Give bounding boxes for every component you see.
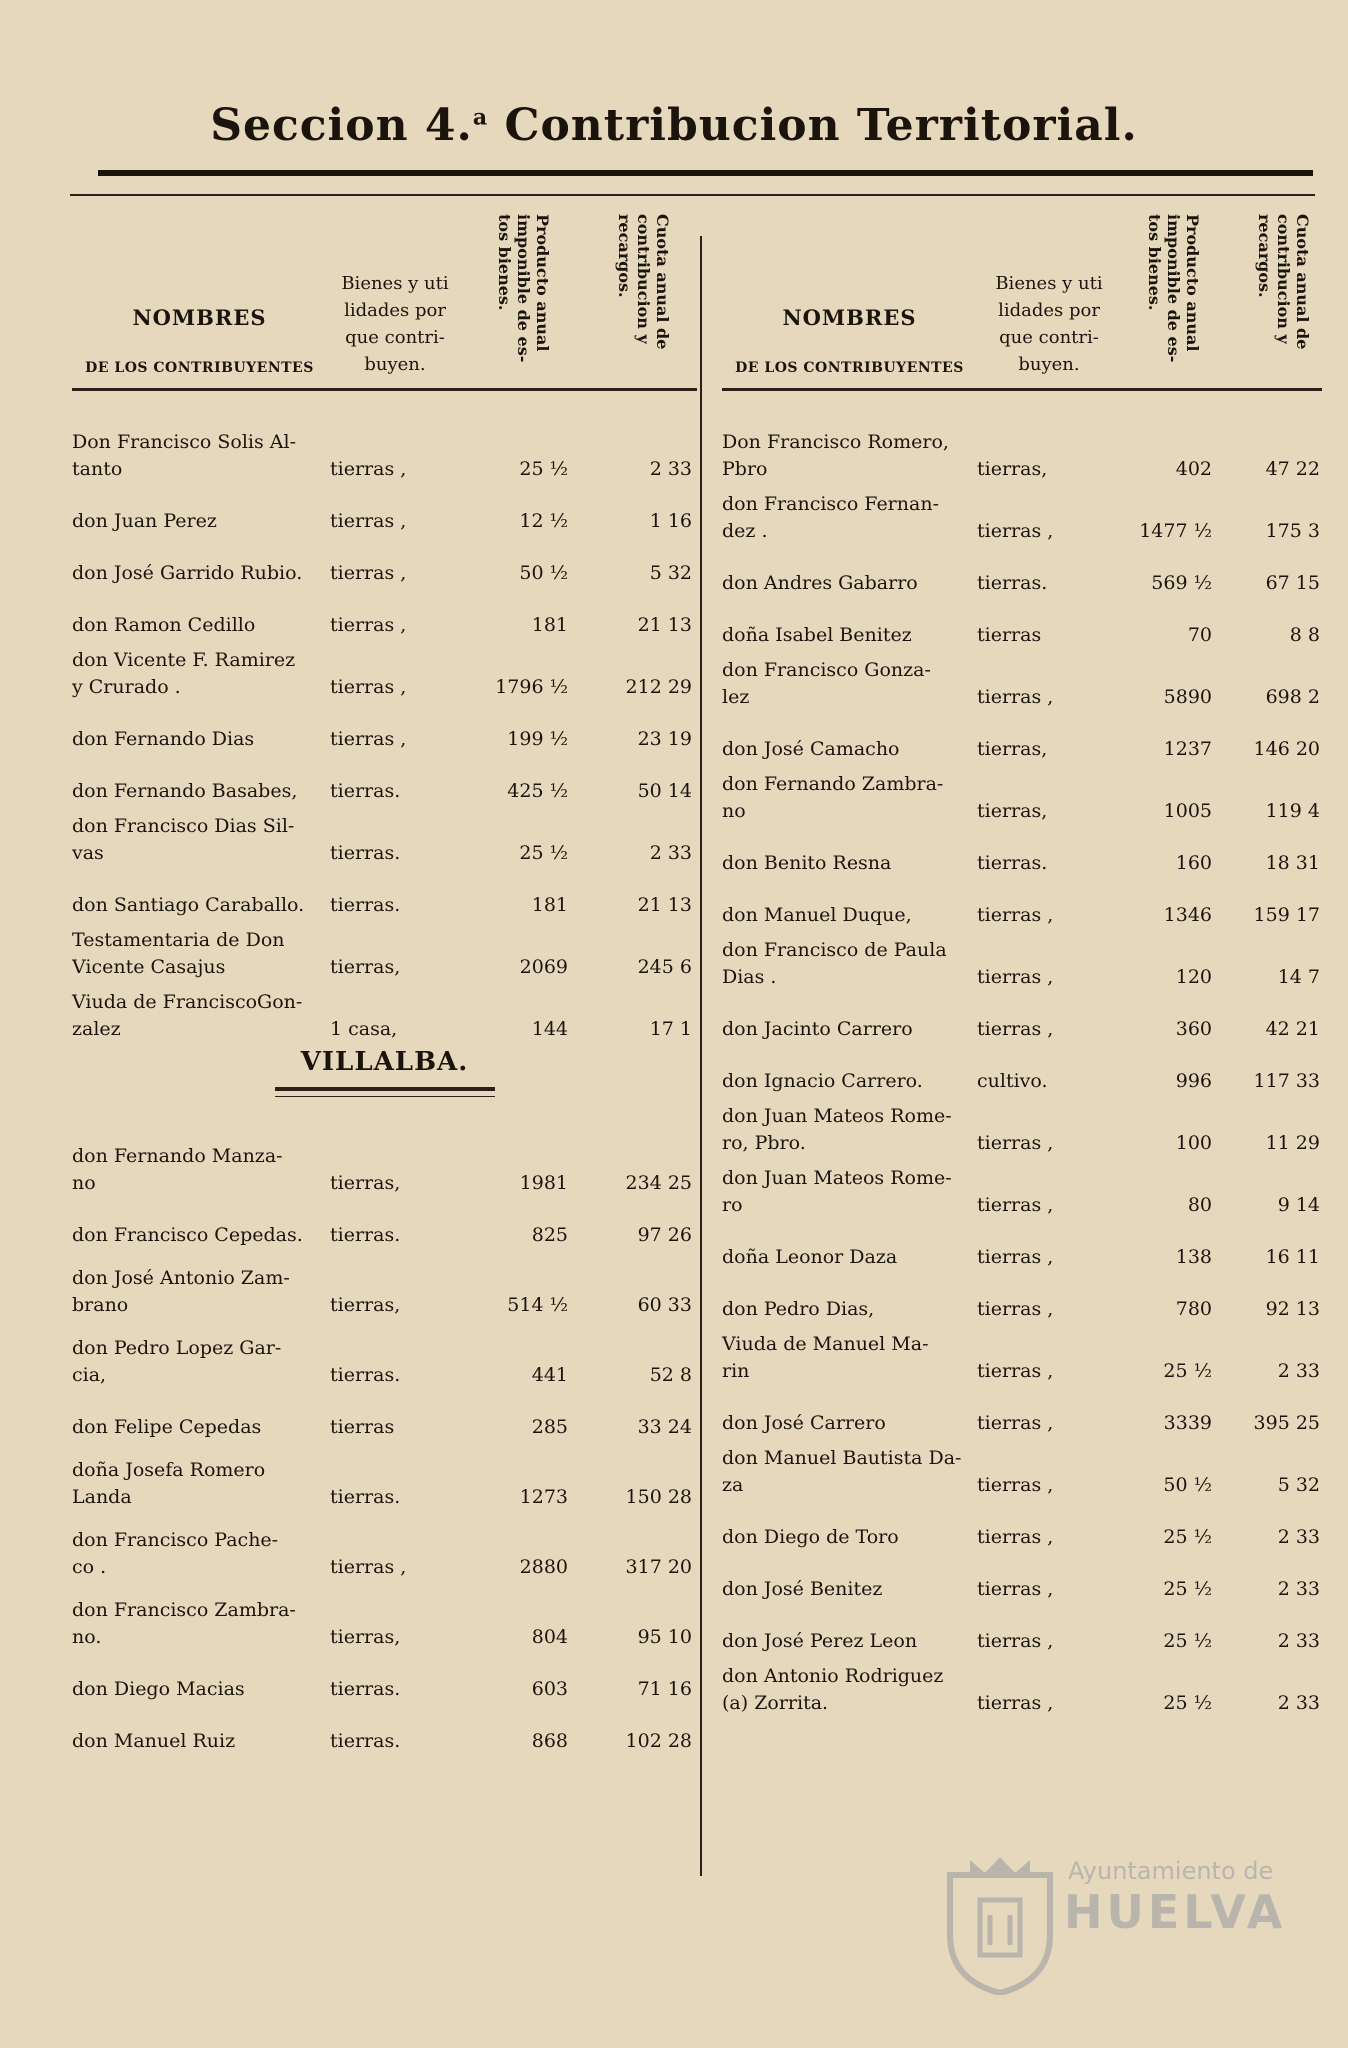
- bienes-cell: tierras,: [330, 1172, 401, 1194]
- cuota-cell: 8 8: [1289, 624, 1320, 646]
- table-row: [722, 649, 1322, 711]
- table-row: [72, 483, 697, 535]
- producto-cell: 25 ½: [519, 842, 568, 864]
- producto-cell: 25 ½: [1163, 1692, 1212, 1714]
- cuota-cell: 23 19: [637, 728, 692, 750]
- table-row: [72, 981, 697, 1043]
- header-names-title: NOMBRES: [782, 305, 917, 330]
- header-cuota: Cuota anual de contribucion y recargos.: [615, 214, 672, 350]
- table-row: [72, 1319, 697, 1389]
- producto-cell: 100: [1175, 1132, 1212, 1154]
- table-row: [722, 597, 1322, 649]
- cuota-cell: 16 11: [1265, 1246, 1320, 1268]
- table-row: [72, 587, 697, 639]
- title-text: Contribucion Territorial.: [504, 100, 1138, 151]
- contributor-name: don José Antonio Zam- brano: [72, 1267, 290, 1316]
- producto-cell: 2069: [519, 956, 568, 978]
- contributor-name: don Juan Perez: [72, 510, 217, 532]
- table-row: [722, 1385, 1322, 1437]
- bienes-cell: tierras ,: [977, 1692, 1054, 1714]
- cuota-cell: 317 20: [625, 1556, 692, 1578]
- cuota-cell: 175 3: [1265, 520, 1320, 542]
- bienes-cell: 1 casa,: [330, 1018, 398, 1040]
- bienes-cell: tierras: [977, 624, 1042, 646]
- producto-cell: 199 ½: [507, 728, 568, 750]
- contributor-name: don Francisco Gonza- lez: [722, 659, 931, 708]
- bienes-cell: tierras: [330, 1416, 395, 1438]
- producto-cell: 70: [1187, 624, 1212, 646]
- cuota-cell: 5 32: [649, 562, 692, 584]
- cuota-cell: 92 13: [1265, 1298, 1320, 1320]
- bienes-cell: tierras.: [330, 842, 401, 864]
- contributor-name: don José Carrero: [722, 1412, 886, 1434]
- bienes-cell: tierras.: [330, 1730, 401, 1752]
- bienes-cell: tierras ,: [977, 1474, 1054, 1496]
- cuota-cell: 117 33: [1253, 1070, 1320, 1092]
- bienes-cell: tierras ,: [977, 1246, 1054, 1268]
- contributor-name: don Andres Gabarro: [722, 572, 918, 594]
- contributor-name: don Ignacio Carrero.: [722, 1070, 923, 1092]
- table-row: [722, 1551, 1322, 1603]
- header-producto: Producto anual imponible de es- tos bienes.: [495, 214, 552, 363]
- table-row: [72, 1197, 697, 1249]
- header-cuota: Cuota anual de contribucion y recargos.: [1255, 214, 1312, 350]
- table-row: [722, 1323, 1322, 1385]
- producto-cell: 160: [1175, 852, 1212, 874]
- contributor-name: don Diego Macias: [72, 1678, 245, 1700]
- cuota-cell: 119 4: [1265, 800, 1320, 822]
- contributor-name: don José Perez Leon: [722, 1630, 918, 1652]
- bienes-cell: tierras ,: [330, 1556, 407, 1578]
- producto-cell: 138: [1175, 1246, 1212, 1268]
- producto-cell: 360: [1175, 1018, 1212, 1040]
- table-row: [722, 763, 1322, 825]
- contributor-name: don Fernando Manza- no: [72, 1145, 283, 1194]
- bienes-cell: tierras,: [330, 1294, 401, 1316]
- cuota-cell: 71 16: [637, 1678, 692, 1700]
- bienes-cell: tierras ,: [977, 1578, 1054, 1600]
- cuota-cell: 698 2: [1265, 686, 1320, 708]
- bienes-cell: tierras ,: [977, 1298, 1054, 1320]
- cuota-cell: 2 33: [649, 842, 692, 864]
- watermark-city-label: Ayuntamiento de: [1068, 1857, 1274, 1885]
- contributor-name: don Vicente F. Ramirez y Crurado .: [72, 649, 296, 698]
- contributor-name: don Pedro Lopez Gar- cia,: [72, 1337, 282, 1386]
- contributor-name: Don Francisco Romero, Pbro: [722, 431, 949, 480]
- right-table-header: [722, 210, 1322, 391]
- table-row: [72, 639, 697, 701]
- title-section: Seccion 4.: [210, 100, 473, 151]
- table-row: [72, 1127, 697, 1197]
- cuota-cell: 2 33: [1277, 1692, 1320, 1714]
- table-row: [722, 1655, 1322, 1717]
- bienes-cell: tierras,: [977, 458, 1048, 480]
- contributor-name: don José Camacho: [722, 738, 900, 760]
- header-names-subtitle: DE LOS CONTRIBUYENTES: [735, 360, 964, 376]
- producto-cell: 514 ½: [507, 1294, 568, 1316]
- cuota-cell: 395 25: [1253, 1412, 1320, 1434]
- crest-icon: [940, 1855, 1060, 1995]
- left-rows: [72, 421, 697, 1043]
- producto-cell: 1237: [1163, 738, 1212, 760]
- producto-cell: 1981: [519, 1172, 568, 1194]
- table-row: [72, 1651, 697, 1703]
- contributor-name: doña Leonor Daza: [722, 1246, 898, 1268]
- cuota-cell: 2 33: [1277, 1630, 1320, 1652]
- table-row: [722, 1219, 1322, 1271]
- cuota-cell: 21 13: [637, 614, 692, 636]
- table-row: [722, 825, 1322, 877]
- header-names-title: NOMBRES: [132, 305, 267, 330]
- cuota-cell: 67 15: [1265, 572, 1320, 594]
- contributor-name: don Francisco Zambra- no.: [72, 1599, 296, 1648]
- title-rule-thick: [98, 170, 1313, 176]
- producto-cell: 1796 ½: [495, 676, 568, 698]
- producto-cell: 50 ½: [519, 562, 568, 584]
- bienes-cell: tierras.: [330, 780, 401, 802]
- contributor-name: Viuda de FranciscoGon- zalez: [72, 991, 303, 1040]
- contributor-name: don Fernando Dias: [72, 728, 255, 750]
- watermark-city-name: HUELVA: [1064, 1885, 1287, 1939]
- producto-cell: 441: [531, 1364, 568, 1386]
- table-row: [722, 545, 1322, 597]
- cuota-cell: 102 28: [625, 1730, 692, 1752]
- contributor-name: don Juan Mateos Rome- ro: [722, 1167, 952, 1216]
- bienes-cell: tierras.: [330, 1364, 401, 1386]
- table-row: [72, 753, 697, 805]
- producto-cell: 780: [1175, 1298, 1212, 1320]
- contributor-name: don Juan Mateos Rome- ro, Pbro.: [722, 1105, 952, 1154]
- table-row: [72, 1249, 697, 1319]
- contributor-name: don Antonio Rodriguez (a) Zorrita.: [722, 1665, 944, 1714]
- header-producto: Producto anual imponible de es- tos bienes.: [1145, 214, 1202, 363]
- contributor-name: don Jacinto Carrero: [722, 1018, 913, 1040]
- bienes-cell: tierras ,: [977, 1412, 1054, 1434]
- table-row: [72, 1389, 697, 1441]
- cuota-cell: 47 22: [1265, 458, 1320, 480]
- cuota-cell: 95 10: [637, 1626, 692, 1648]
- title-superscript: a: [472, 104, 489, 131]
- producto-cell: 25 ½: [1163, 1526, 1212, 1548]
- cuota-cell: 146 20: [1253, 738, 1320, 760]
- table-row: [722, 1499, 1322, 1551]
- producto-cell: 50 ½: [1163, 1474, 1212, 1496]
- producto-cell: 5890: [1163, 686, 1212, 708]
- cuota-cell: 159 17: [1253, 904, 1320, 926]
- villalba-rows: [72, 1127, 697, 1755]
- cuota-cell: 97 26: [637, 1224, 692, 1246]
- producto-cell: 120: [1175, 966, 1212, 988]
- bienes-cell: tierras ,: [330, 676, 407, 698]
- table-row: [722, 1043, 1322, 1095]
- producto-cell: 25 ½: [519, 458, 568, 480]
- contributor-name: don Francisco Fernan- dez .: [722, 493, 939, 542]
- contributor-name: don José Garrido Rubio.: [72, 562, 303, 584]
- contributor-name: doña Isabel Benitez: [722, 624, 912, 646]
- contributor-name: don Diego de Toro: [722, 1526, 899, 1548]
- bienes-cell: tierras ,: [977, 686, 1054, 708]
- header-bienes: Bienes y uti lidades por que contri- buyen.: [341, 273, 449, 375]
- contributor-name: don Ramon Cedillo: [72, 614, 256, 636]
- right-column: [722, 210, 1322, 1717]
- table-row: [72, 421, 697, 483]
- table-row: [722, 929, 1322, 991]
- table-row: [722, 483, 1322, 545]
- left-table-header: [72, 210, 697, 391]
- bienes-cell: tierras,: [977, 800, 1048, 822]
- bienes-cell: tierras ,: [977, 1194, 1054, 1216]
- cuota-cell: 1 16: [649, 510, 692, 532]
- villalba-heading: VILLALBA.: [300, 1047, 469, 1077]
- table-row: [722, 1157, 1322, 1219]
- ayuntamiento-watermark: [940, 1855, 1300, 1995]
- table-row: [722, 421, 1322, 483]
- table-row: [72, 1441, 697, 1511]
- contributor-name: don Pedro Dias,: [722, 1298, 875, 1320]
- table-row: [722, 991, 1322, 1043]
- cuota-cell: 18 31: [1265, 852, 1320, 874]
- cuota-cell: 11 29: [1265, 1132, 1320, 1154]
- contributor-name: don Manuel Duque,: [722, 904, 912, 926]
- bienes-cell: tierras.: [330, 1678, 401, 1700]
- producto-cell: 12 ½: [519, 510, 568, 532]
- cuota-cell: 17 1: [649, 1018, 692, 1040]
- cuota-cell: 2 33: [1277, 1526, 1320, 1548]
- table-row: [722, 1437, 1322, 1499]
- bienes-cell: tierras.: [330, 1486, 401, 1508]
- contributor-name: don Santiago Caraballo.: [72, 894, 305, 916]
- bienes-cell: tierras,: [330, 1626, 401, 1648]
- producto-cell: 3339: [1163, 1412, 1212, 1434]
- contributor-name: doña Josefa Romero Landa: [72, 1459, 266, 1508]
- contributor-name: don Francisco Pache- co .: [72, 1529, 279, 1578]
- cuota-cell: 9 14: [1277, 1194, 1320, 1216]
- cuota-cell: 60 33: [637, 1294, 692, 1316]
- bienes-cell: tierras.: [330, 894, 401, 916]
- cuota-cell: 33 24: [637, 1416, 692, 1438]
- bienes-cell: tierras,: [330, 956, 401, 978]
- cuota-cell: 21 13: [637, 894, 692, 916]
- producto-cell: 25 ½: [1163, 1630, 1212, 1652]
- producto-cell: 1477 ½: [1139, 520, 1212, 542]
- header-names: [722, 305, 977, 376]
- cuota-cell: 52 8: [649, 1364, 692, 1386]
- producto-cell: 80: [1187, 1194, 1212, 1216]
- table-row: [72, 919, 697, 981]
- header-names-subtitle: DE LOS CONTRIBUYENTES: [85, 360, 314, 376]
- producto-cell: 181: [531, 614, 568, 636]
- producto-cell: 1346: [1163, 904, 1212, 926]
- cuota-cell: 5 32: [1277, 1474, 1320, 1496]
- table-row: [722, 1603, 1322, 1655]
- producto-cell: 25 ½: [1163, 1578, 1212, 1600]
- bienes-cell: tierras ,: [977, 1132, 1054, 1154]
- cuota-cell: 50 14: [637, 780, 692, 802]
- bienes-cell: tierras ,: [977, 1018, 1054, 1040]
- contributor-name: don José Benitez: [722, 1578, 883, 1600]
- contributor-name: don Benito Resna: [722, 852, 892, 874]
- contributor-name: don Francisco Cepedas.: [72, 1224, 303, 1246]
- producto-cell: 1273: [519, 1486, 568, 1508]
- bienes-cell: tierras ,: [977, 966, 1054, 988]
- producto-cell: 25 ½: [1163, 1360, 1212, 1382]
- producto-cell: 425 ½: [507, 780, 568, 802]
- bienes-cell: tierras.: [330, 1224, 401, 1246]
- table-row: [72, 1703, 697, 1755]
- cuota-cell: 234 25: [625, 1172, 692, 1194]
- cuota-cell: 212 29: [625, 676, 692, 698]
- title-rule-thin: [70, 194, 1315, 196]
- left-column: [72, 210, 697, 1755]
- bienes-cell: tierras ,: [977, 1630, 1054, 1652]
- producto-cell: 1005: [1163, 800, 1212, 822]
- bienes-cell: tierras,: [977, 738, 1048, 760]
- table-row: [72, 867, 697, 919]
- bienes-cell: tierras.: [977, 852, 1048, 874]
- producto-cell: 181: [531, 894, 568, 916]
- table-row: [722, 877, 1322, 929]
- bienes-cell: tierras.: [977, 572, 1048, 594]
- page-title: [0, 100, 1348, 151]
- header-bienes: Bienes y uti lidades por que contri- buyen.: [995, 273, 1103, 375]
- cuota-cell: 2 33: [1277, 1360, 1320, 1382]
- table-row: [722, 1271, 1322, 1323]
- contributor-name: Don Francisco Solis Al- tanto: [72, 431, 296, 480]
- producto-cell: 868: [531, 1730, 568, 1752]
- right-rows: [722, 421, 1322, 1717]
- contributor-name: Testamentaria de Don Vicente Casajus: [72, 929, 285, 978]
- cuota-cell: 42 21: [1265, 1018, 1320, 1040]
- villalba-rule: [275, 1087, 495, 1097]
- cuota-cell: 245 6: [637, 956, 692, 978]
- cuota-cell: 2 33: [649, 458, 692, 480]
- producto-cell: 144: [531, 1018, 568, 1040]
- bienes-cell: tierras ,: [977, 1526, 1054, 1548]
- contributor-name: don Manuel Bautista Da- za: [722, 1447, 962, 1496]
- producto-cell: 804: [531, 1626, 568, 1648]
- bienes-cell: tierras ,: [977, 904, 1054, 926]
- contributor-name: don Felipe Cepedas: [72, 1416, 262, 1438]
- cuota-cell: 150 28: [625, 1486, 692, 1508]
- bienes-cell: tierras ,: [330, 614, 407, 636]
- producto-cell: 285: [531, 1416, 568, 1438]
- cuota-cell: 2 33: [1277, 1578, 1320, 1600]
- bienes-cell: tierras ,: [977, 520, 1054, 542]
- contributor-name: don Manuel Ruiz: [72, 1730, 236, 1752]
- table-row: [72, 1511, 697, 1581]
- producto-cell: 402: [1175, 458, 1212, 480]
- contributor-name: don Francisco Dias Sil- vas: [72, 815, 295, 864]
- column-divider: [700, 236, 702, 1876]
- producto-cell: 825: [531, 1224, 568, 1246]
- table-row: [72, 535, 697, 587]
- table-row: [722, 1095, 1322, 1157]
- table-row: [72, 805, 697, 867]
- producto-cell: 603: [531, 1678, 568, 1700]
- header-names: [72, 305, 327, 376]
- table-row: [72, 701, 697, 753]
- bienes-cell: tierras ,: [977, 1360, 1054, 1382]
- bienes-cell: tierras ,: [330, 562, 407, 584]
- cuota-cell: 14 7: [1277, 966, 1320, 988]
- bienes-cell: tierras ,: [330, 458, 407, 480]
- table-row: [72, 1581, 697, 1651]
- producto-cell: 2880: [519, 1556, 568, 1578]
- contributor-name: don Fernando Zambra- no: [722, 773, 944, 822]
- contributor-name: don Fernando Basabes,: [72, 780, 298, 802]
- bienes-cell: cultivo.: [977, 1070, 1048, 1092]
- table-row: [722, 711, 1322, 763]
- bienes-cell: tierras ,: [330, 728, 407, 750]
- contributor-name: Viuda de Manuel Ma- rin: [722, 1333, 929, 1382]
- producto-cell: 569 ½: [1151, 572, 1212, 594]
- producto-cell: 996: [1175, 1070, 1212, 1092]
- bienes-cell: tierras ,: [330, 510, 407, 532]
- contributor-name: don Francisco de Paula Dias .: [722, 939, 947, 988]
